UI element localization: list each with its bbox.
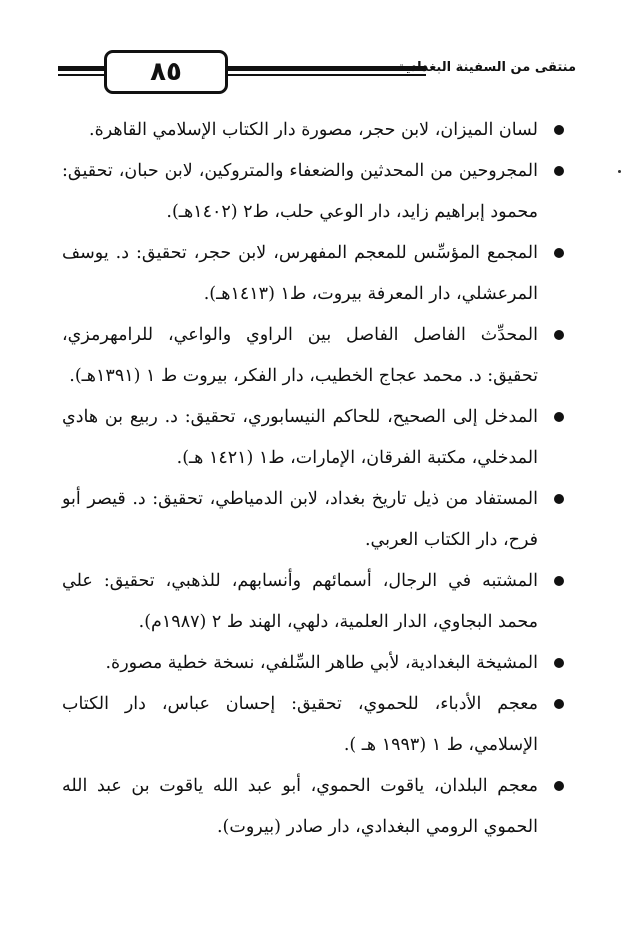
page-edge-mark	[618, 170, 621, 173]
entry-text: لسان الميزان، لابن حجر، مصورة دار الكتاب الإسلامي القاهرة.	[89, 120, 538, 140]
bullet-icon	[554, 658, 564, 668]
bibliography-entry	[62, 684, 570, 766]
page-header	[58, 50, 576, 96]
bibliography-entry	[62, 643, 570, 684]
bibliography-entry	[62, 110, 570, 151]
bullet-icon	[554, 494, 564, 504]
entry-text: المدخل إلى الصحيح، للحاكم النيسابوري، تحقيق: د. ربيع بن هادي المدخلي، مكتبة الفرقان، الإمارات، ط١ (١٤٢١ هـ).	[62, 407, 538, 468]
bullet-icon	[554, 125, 564, 135]
bullet-icon	[554, 781, 564, 791]
entry-text: معجم الأدباء، للحموي، تحقيق: إحسان عباس، دار الكتاب الإسلامي، ط ١ (١٩٩٣ هـ ).	[62, 694, 538, 755]
entry-text: المشتبه في الرجال، أسمائهم وأنسابهم، للذهبي، تحقيق: علي محمد البجاوي، الدار العلمية، دلهي، الهند ط ٢ (١٩٨٧م).	[62, 571, 538, 632]
entry-text: المجمع المؤسِّس للمعجم المفهرس، لابن حجر، تحقيق: د. يوسف المرعشلي، دار المعرفة بيروت، ط١ (١٤١٣هـ).	[62, 243, 538, 304]
running-title: منتقى من السفينة البغدادية	[397, 60, 576, 75]
bullet-icon	[554, 248, 564, 258]
bullet-icon	[554, 166, 564, 176]
bibliography-entry	[62, 233, 570, 315]
entry-text: المستفاد من ذيل تاريخ بغداد، لابن الدمياطي، تحقيق: د. قيصر أبو فرح، دار الكتاب العربي.	[62, 489, 538, 550]
bullet-icon	[554, 412, 564, 422]
entry-text: المحدِّث الفاصل الفاصل بين الراوي والواعي، للرامهرمزي، تحقيق: د. محمد عجاج الخطيب، دار الفكر، بيروت ط ١ (١٣٩١هـ).	[62, 325, 538, 386]
bibliography-entry	[62, 479, 570, 561]
entry-text: المشيخة البغدادية، لأبي طاهر السِّلفي، نسخة خطية مصورة.	[105, 653, 538, 673]
entry-text: المجروحين من المحدثين والضعفاء والمتروكين، لابن حبان، تحقيق: محمود إبراهيم زايد، دار الوعي حلب، ط٢ (١٤٠٢هـ).	[62, 161, 538, 222]
bibliography-entry	[62, 766, 570, 848]
bibliography-entry	[62, 315, 570, 397]
bibliography-entry	[62, 561, 570, 643]
page-number-box	[104, 50, 228, 94]
header-rule-left	[58, 66, 104, 78]
header-rule-middle	[228, 66, 426, 78]
bullet-icon	[554, 330, 564, 340]
bullet-icon	[554, 576, 564, 586]
bullet-icon	[554, 699, 564, 709]
bibliography-entry	[62, 151, 570, 233]
bibliography-list	[62, 110, 570, 848]
bibliography-entry	[62, 397, 570, 479]
page-number: ٨٥	[150, 57, 182, 87]
entry-text: معجم البلدان، ياقوت الحموي، أبو عبد الله ياقوت بن عبد الله الحموي الرومي البغدادي، دار صادر (بيروت).	[62, 776, 538, 837]
